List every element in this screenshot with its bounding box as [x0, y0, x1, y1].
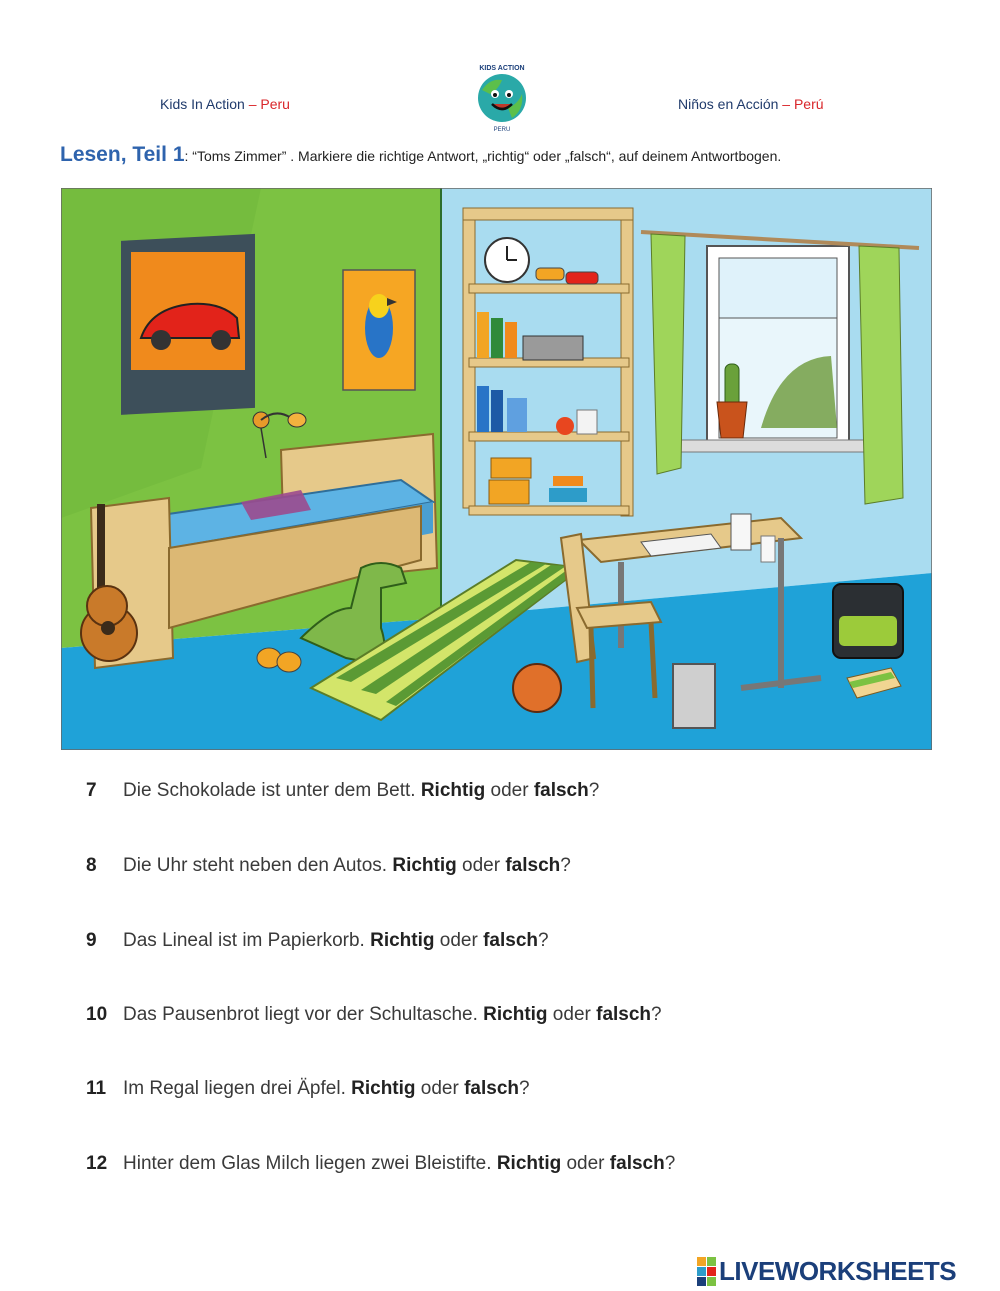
answer-falsch: falsch — [533, 780, 589, 801]
header-right-country: – Perú — [782, 96, 824, 112]
exercise-title-strong: Lesen, Teil 1 — [60, 143, 185, 166]
answer-falsch: falsch — [464, 1078, 520, 1099]
question-mark: ? — [560, 855, 571, 876]
answer-oder: oder — [434, 930, 484, 951]
question-text: Das Lineal ist im Papierkorb. — [123, 930, 371, 951]
header-left-org-name: Kids In Action — [160, 96, 245, 112]
question-number: 12 — [86, 1153, 108, 1174]
box — [491, 458, 531, 478]
svg-text:KIDS ACTION: KIDS ACTION — [479, 65, 525, 72]
question-12 — [86, 1153, 675, 1175]
question-8 — [86, 855, 571, 877]
question-text: Hinter dem Glas Milch liegen zwei Bleistifte. — [123, 1153, 497, 1174]
answer-falsch: falsch — [609, 1153, 665, 1174]
wastebasket — [673, 664, 715, 728]
answer-richtig: Richtig — [483, 1004, 548, 1025]
question-number: 7 — [86, 780, 97, 801]
curtain-left — [651, 234, 685, 474]
question-number: 11 — [86, 1078, 107, 1099]
question-mark: ? — [519, 1078, 530, 1099]
schoolbag — [833, 584, 903, 658]
car-poster — [121, 234, 255, 415]
question-mark: ? — [588, 780, 600, 801]
question-mark: ? — [651, 1004, 662, 1025]
question-text: Die Schokolade ist unter dem Bett. — [123, 780, 421, 801]
answer-oder: oder — [561, 1153, 610, 1174]
question-mark: ? — [538, 930, 549, 951]
question-text: Im Regal liegen drei Äpfel. — [123, 1078, 352, 1099]
liveworksheets-logo — [697, 1256, 956, 1286]
question-mark: ? — [664, 1153, 676, 1174]
question-text: Die Uhr steht neben den Autos. — [123, 855, 393, 876]
svg-text:PERU: PERU — [493, 127, 511, 133]
exercise-title — [60, 143, 781, 167]
question-7 — [86, 780, 599, 802]
answer-falsch: falsch — [596, 1004, 652, 1025]
curtain-right — [859, 246, 903, 504]
exercise-title-instructions: : “Toms Zimmer” . Markiere die richtige Antwort, „richtig“ oder „falsch“, auf deinem Antwortbogen. — [184, 148, 782, 164]
question-number: 9 — [86, 930, 97, 951]
parrot-poster — [343, 270, 415, 390]
answer-richtig: Richtig — [370, 930, 435, 951]
question-11 — [86, 1078, 530, 1100]
window — [681, 246, 869, 452]
question-number: 10 — [86, 1004, 108, 1025]
question-number: 8 — [86, 855, 97, 876]
question-10 — [86, 1004, 662, 1026]
answer-richtig: Richtig — [420, 780, 486, 801]
liveworksheets-text: LIVEWORKSHEETS — [719, 1255, 957, 1286]
answer-oder: oder — [485, 780, 534, 801]
question-9 — [86, 930, 549, 952]
answer-falsch: falsch — [483, 930, 539, 951]
answer-richtig: Richtig — [496, 1153, 562, 1174]
apple — [556, 417, 574, 435]
toy-car — [566, 272, 598, 284]
header-left-org — [160, 96, 290, 112]
pencil-cup — [577, 410, 597, 434]
basketball — [513, 664, 561, 712]
answer-oder: oder — [547, 1004, 597, 1025]
question-text: Das Pausenbrot liegt vor der Schultasche. — [123, 1004, 484, 1025]
radio — [523, 336, 583, 360]
milk-carton — [731, 514, 751, 550]
room-illustration — [61, 188, 932, 750]
kids-in-action-logo — [468, 60, 536, 138]
toy-car — [536, 268, 564, 280]
answer-richtig: Richtig — [351, 1078, 416, 1099]
answer-richtig: Richtig — [392, 855, 457, 876]
header-right-org — [678, 96, 824, 112]
glass-of-milk — [761, 536, 775, 562]
answer-oder: oder — [456, 855, 506, 876]
liveworksheets-blocks-icon — [697, 1257, 716, 1286]
header-right-org-name: Niños en Acción — [678, 96, 779, 112]
header-left-country: – Peru — [248, 96, 290, 112]
answer-oder: oder — [415, 1078, 465, 1099]
box — [489, 480, 529, 504]
answer-falsch: falsch — [505, 855, 561, 876]
